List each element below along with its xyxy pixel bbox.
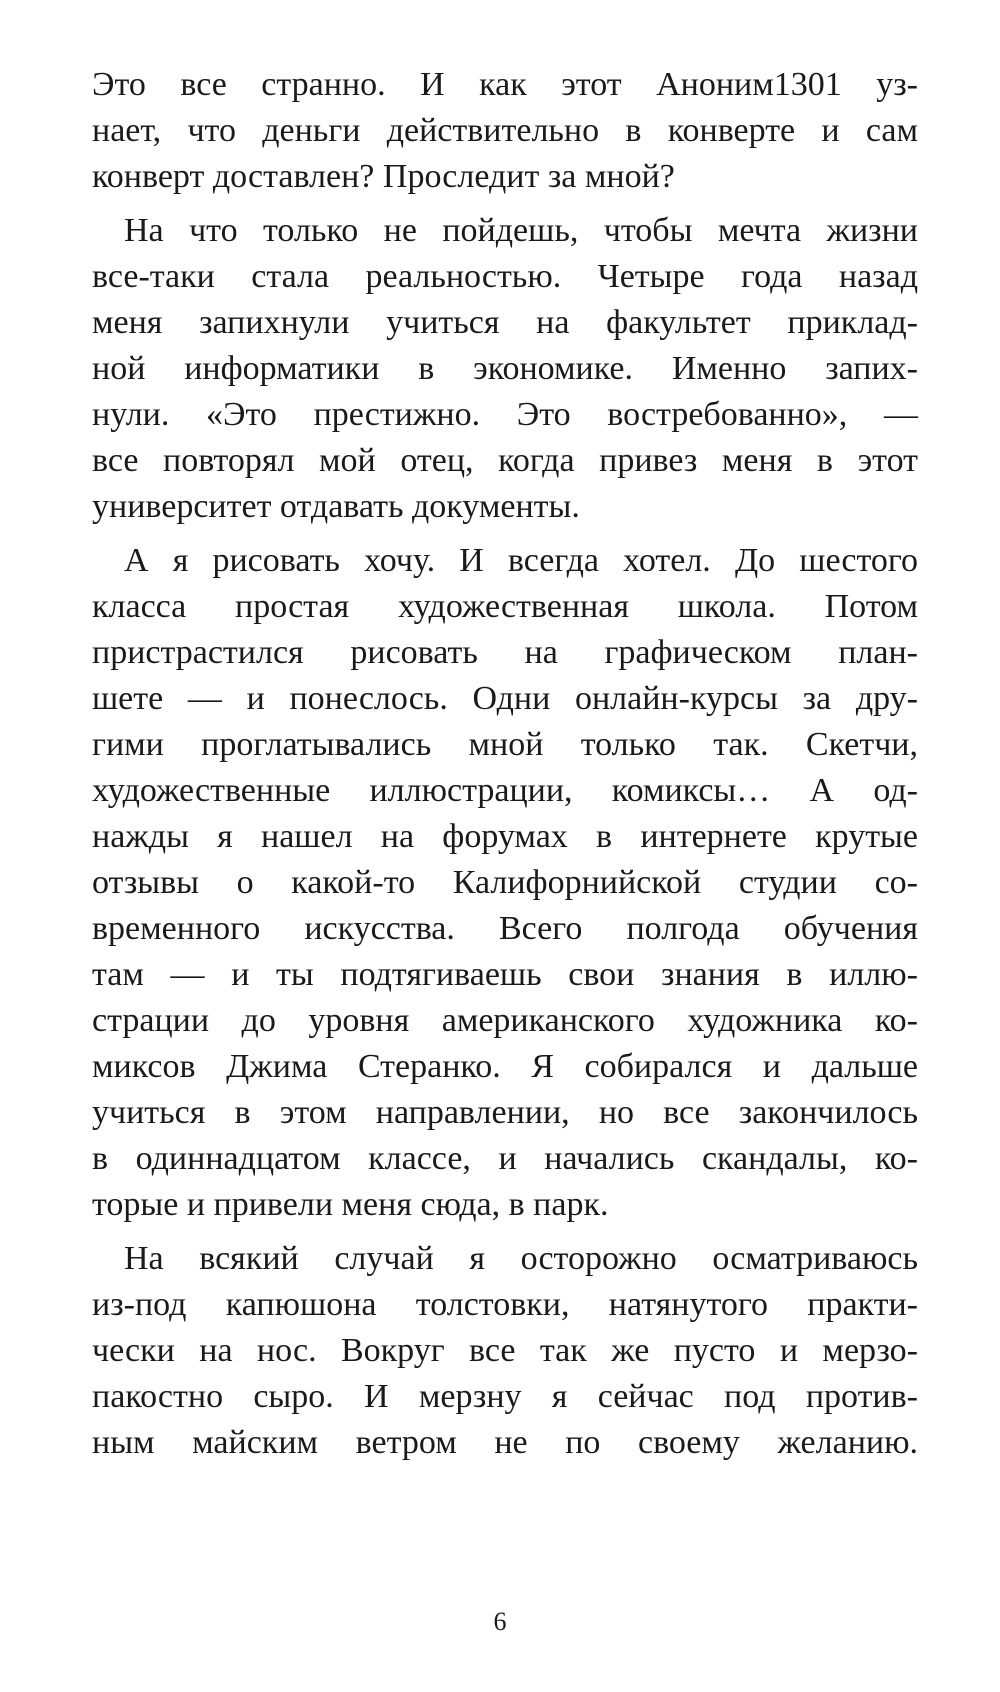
text-line: чески на нос. Вокруг все так же пусто и мерзо- <box>92 1332 918 1369</box>
text-line: все-таки стала реальностью. Четыре года назад <box>92 258 918 295</box>
text-line: там — и ты подтягиваешь свои знания в иллю- <box>92 956 918 993</box>
text-line: гими проглатывались мной только так. Скетчи, <box>92 726 918 763</box>
text-line: На всякий случай я осторожно осматриваюсь <box>124 1240 918 1277</box>
text-line: пакостно сыро. И мерзну я сейчас под против- <box>92 1378 918 1415</box>
text-line: меня запихнули учиться на факультет приклад- <box>92 304 918 341</box>
text-line: На что только не пойдешь, чтобы мечта жизни <box>124 212 918 249</box>
text-line: художественные иллюстрации, комиксы… А од- <box>92 772 918 809</box>
text-line: университет отдавать документы. <box>92 488 580 525</box>
text-line: страции до уровня американского художника ко- <box>92 1002 918 1039</box>
text-line: все повторял мой отец, когда привез меня в этот <box>92 442 918 479</box>
text-line: учиться в этом направлении, но все закончилось <box>92 1094 918 1131</box>
text-line: ным майским ветром не по своему желанию. <box>92 1424 918 1461</box>
text-line: ной информатики в экономике. Именно запих- <box>92 350 918 387</box>
text-line: А я рисовать хочу. И всегда хотел. До шестого <box>124 542 918 579</box>
text-line: класса простая художественная школа. Потом <box>92 588 918 625</box>
text-line: торые и привели меня сюда, в парк. <box>92 1186 609 1223</box>
text-line: временного искусства. Всего полгода обучения <box>92 910 918 947</box>
text-line: Это все странно. И как этот Аноним1301 уз- <box>92 66 918 103</box>
text-line: в одиннадцатом классе, и начались скандалы, ко- <box>92 1140 918 1177</box>
text-line: нули. «Это престижно. Это востребованно», — <box>92 396 918 433</box>
text-line: шете — и понеслось. Одни онлайн-курсы за дру- <box>92 680 918 717</box>
text-line: нажды я нашел на форумах в интернете крутые <box>92 818 918 855</box>
page-number: 6 <box>493 1607 507 1636</box>
text-line: миксов Джима Стеранко. Я собирался и дальше <box>92 1048 918 1085</box>
text-line: пристрастился рисовать на графическом план- <box>92 634 918 671</box>
text-line: из-под капюшона толстовки, натянутого практи- <box>92 1286 918 1323</box>
text-line: нает, что деньги действительно в конверте и сам <box>92 112 918 149</box>
text-line: конверт доставлен? Проследит за мной? <box>92 158 675 195</box>
text-line: отзывы о какой-то Калифорнийской студии со- <box>92 864 918 901</box>
